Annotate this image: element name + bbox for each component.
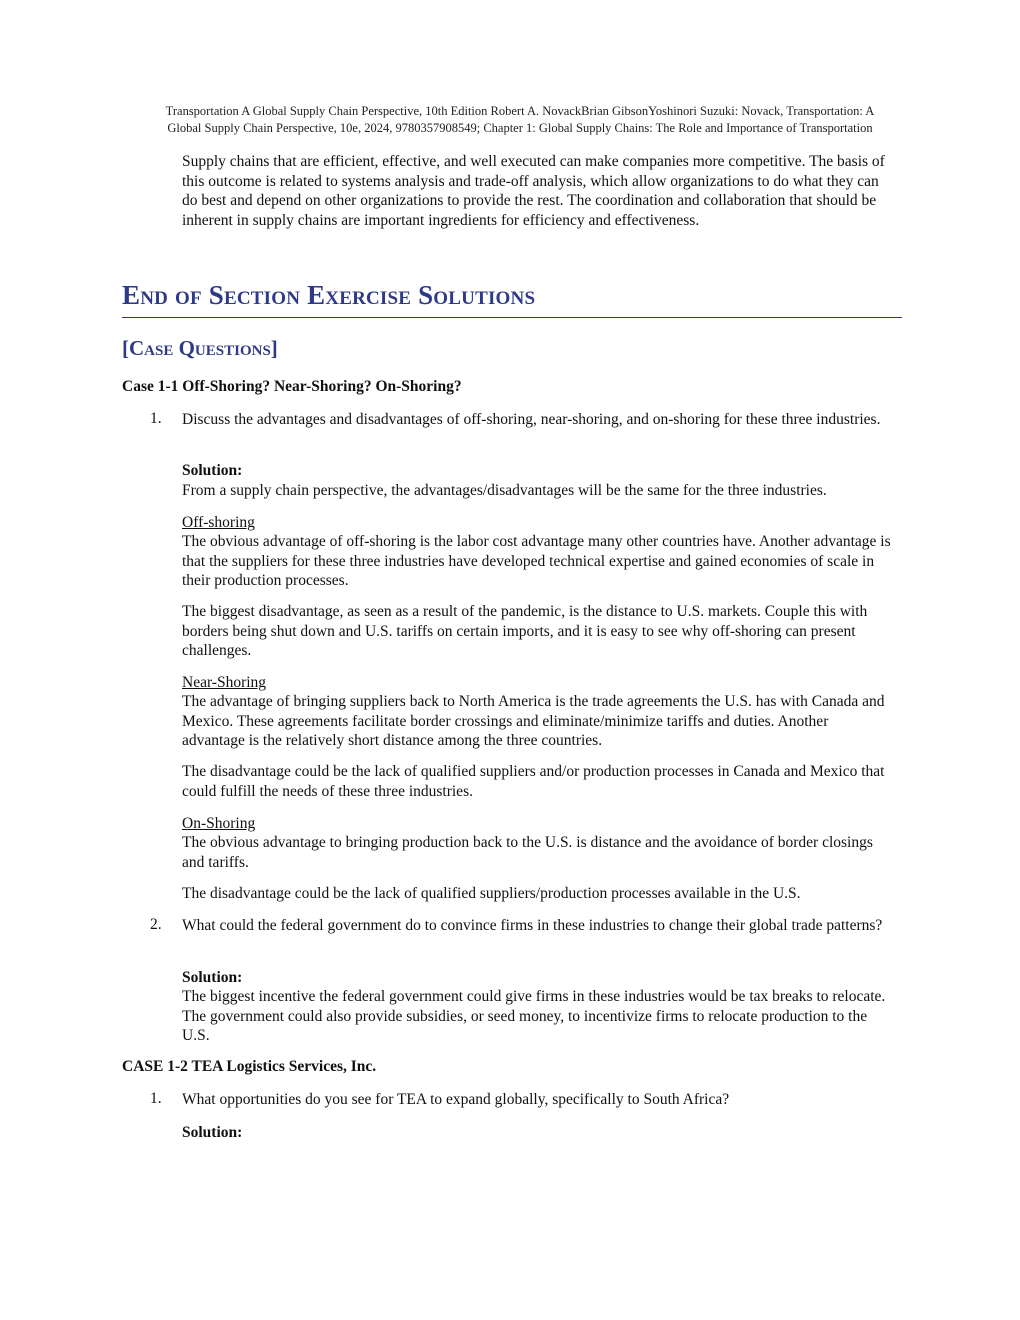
- onshoring-paragraph-1: The obvious advantage to bringing production back to the U.S. is distance and the avoidance of border closings and tariffs.: [182, 834, 873, 871]
- header-line-2: Global Supply Chain Perspective, 10e, 2024, 9780357908549; Chapter 1: Global Supply Chains: The Role and Importance of Transportation: [167, 121, 873, 135]
- header-line-1: Transportation A Global Supply Chain Perspective, 10th Edition Robert A. NovackBrian GibsonYoshinori Suzuki: Novack, Transportation: A: [165, 104, 875, 118]
- case-1-2-title: CASE 1-2 TEA Logistics Services, Inc.: [122, 1058, 377, 1075]
- nearshoring-paragraph-2: The disadvantage could be the lack of qualified suppliers and/or production processes in Canada and Mexico that could fulfill the needs of these three industries.: [182, 763, 885, 800]
- case-1-1-question-2: What could the federal government do to convince firms in these industries to change their global trade patterns?: [182, 917, 883, 934]
- nearshoring-paragraph-1: The advantage of bringing suppliers back to North America is the trade agreements the U.S. has with Canada and Mexico. These agreements facilitate border crossings and eliminate/minimize tariffs and duties. Another advantage is the relatively short distance among the three countries.: [182, 693, 885, 749]
- solution-intro: From a supply chain perspective, the advantages/disadvantages will be the same for the three industries.: [182, 482, 827, 499]
- case-1-2-question-1: What opportunities do you see for TEA to expand globally, specifically to South Africa?: [182, 1091, 730, 1108]
- solution-paragraph: The biggest incentive the federal government could give firms in these industries would be tax breaks to relocate. The government could also provide subsidies, or seed money, to incentivize firms to relocate production to the U.S.: [182, 988, 886, 1044]
- case-1-1-question-1: Discuss the advantages and disadvantages of off-shoring, near-shoring, and on-shoring for these three industries.: [182, 411, 881, 428]
- case-1-1-title: Case 1-1 Off-Shoring? Near-Shoring? On-Shoring?: [122, 378, 462, 395]
- subsection-heading: [Case Questions]: [122, 336, 278, 360]
- onshoring-paragraph-2: The disadvantage could be the lack of qualified suppliers/production processes available in the U.S.: [182, 885, 801, 902]
- intro-paragraph: Supply chains that are efficient, effective, and well executed can make companies more competitive. The basis of this outcome is related to systems analysis and trade-off analysis, which allow organizations to do what they can do best and depend on other organizations to provide the rest. The coordination and collaboration that should be inherent in supply chains are important ingredients for efficiency and effectiveness.: [182, 153, 885, 229]
- onshoring-heading: On-Shoring: [182, 815, 256, 832]
- solution-label: Solution:: [182, 1124, 243, 1141]
- offshoring-heading: Off-shoring: [182, 514, 255, 531]
- question-number: 2.: [150, 916, 162, 933]
- offshoring-paragraph-1: The obvious advantage of off-shoring is the labor cost advantage many other countries have. Another advantage is that the suppliers for these three industries have developed technical expertise and gained economies of scale in their production processes.: [182, 533, 891, 589]
- nearshoring-heading: Near-Shoring: [182, 674, 267, 691]
- question-number: 1.: [150, 410, 162, 427]
- section-heading: End of Section Exercise Solutions: [122, 280, 902, 318]
- running-header: [120, 103, 920, 137]
- solution-label: Solution:: [182, 969, 243, 986]
- question-number: 1.: [150, 1090, 162, 1107]
- offshoring-paragraph-2: The biggest disadvantage, as seen as a result of the pandemic, is the distance to U.S. markets. Couple this with borders being shut down and U.S. tariffs on certain imports, and it is easy to see why off-shoring can present challenges.: [182, 603, 868, 659]
- solution-label: Solution:: [182, 462, 243, 479]
